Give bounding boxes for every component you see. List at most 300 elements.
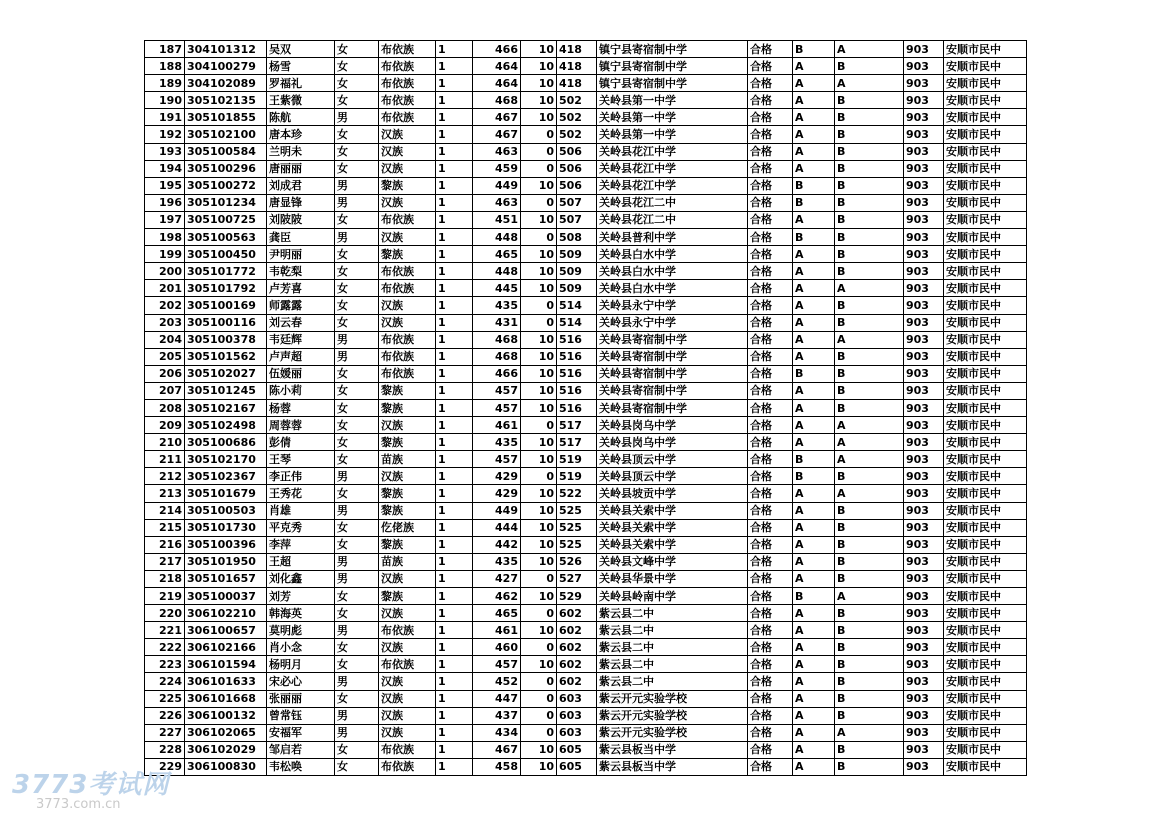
result-cell: 合格 bbox=[748, 58, 793, 75]
grade-1-cell: A bbox=[793, 741, 835, 758]
grade-2-cell: B bbox=[835, 673, 904, 690]
seq-cell: 187 bbox=[145, 41, 185, 58]
table-row bbox=[145, 109, 1027, 126]
bonus-cell: 0 bbox=[521, 297, 557, 314]
target-school-cell: 安顺市民中 bbox=[944, 246, 1027, 263]
grade-1-cell: A bbox=[793, 160, 835, 177]
bonus-cell: 0 bbox=[521, 126, 557, 143]
table-row bbox=[145, 229, 1027, 246]
target-school-cell: 安顺市民中 bbox=[944, 741, 1027, 758]
name-cell: 宋必心 bbox=[267, 673, 335, 690]
ethnicity-cell: 黎族 bbox=[379, 246, 436, 263]
school-code-cell: 509 bbox=[557, 246, 597, 263]
ethnicity-cell: 黎族 bbox=[379, 588, 436, 605]
name-cell: 唐本珍 bbox=[267, 126, 335, 143]
name-cell: 刘云春 bbox=[267, 314, 335, 331]
school-code-cell: 516 bbox=[557, 365, 597, 382]
exam-no-cell: 306100657 bbox=[185, 622, 267, 639]
gender-cell: 男 bbox=[335, 673, 379, 690]
category-cell: 1 bbox=[436, 177, 473, 194]
table-row bbox=[145, 451, 1027, 468]
grade-1-cell: B bbox=[793, 177, 835, 194]
school-name-cell: 关岭县坡贡中学 bbox=[597, 485, 748, 502]
seq-cell: 216 bbox=[145, 536, 185, 553]
name-cell: 罗福礼 bbox=[267, 75, 335, 92]
grade-1-cell: A bbox=[793, 314, 835, 331]
exam-no-cell: 305100116 bbox=[185, 314, 267, 331]
name-cell: 肖雄 bbox=[267, 502, 335, 519]
school-code-cell: 506 bbox=[557, 177, 597, 194]
grade-2-cell: B bbox=[835, 622, 904, 639]
school-name-cell: 关岭县花江二中 bbox=[597, 194, 748, 211]
grade-1-cell: B bbox=[793, 588, 835, 605]
exam-no-cell: 305101562 bbox=[185, 348, 267, 365]
target-code-cell: 903 bbox=[904, 348, 944, 365]
ethnicity-cell: 布依族 bbox=[379, 58, 436, 75]
school-code-cell: 517 bbox=[557, 417, 597, 434]
grade-1-cell: A bbox=[793, 605, 835, 622]
result-cell: 合格 bbox=[748, 690, 793, 707]
grade-1-cell: A bbox=[793, 280, 835, 297]
score-cell: 442 bbox=[473, 536, 521, 553]
target-school-cell: 安顺市民中 bbox=[944, 639, 1027, 656]
category-cell: 1 bbox=[436, 382, 473, 399]
grade-2-cell: A bbox=[835, 588, 904, 605]
ethnicity-cell: 汉族 bbox=[379, 605, 436, 622]
target-code-cell: 903 bbox=[904, 160, 944, 177]
grade-1-cell: A bbox=[793, 348, 835, 365]
target-code-cell: 903 bbox=[904, 41, 944, 58]
gender-cell: 女 bbox=[335, 639, 379, 656]
school-code-cell: 418 bbox=[557, 41, 597, 58]
category-cell: 1 bbox=[436, 143, 473, 160]
target-school-cell: 安顺市民中 bbox=[944, 536, 1027, 553]
target-code-cell: 903 bbox=[904, 468, 944, 485]
name-cell: 韦松唤 bbox=[267, 758, 335, 775]
grade-2-cell: B bbox=[835, 502, 904, 519]
grade-2-cell: B bbox=[835, 126, 904, 143]
category-cell: 1 bbox=[436, 211, 473, 228]
school-code-cell: 506 bbox=[557, 160, 597, 177]
school-name-cell: 关岭县第一中学 bbox=[597, 126, 748, 143]
category-cell: 1 bbox=[436, 451, 473, 468]
gender-cell: 男 bbox=[335, 724, 379, 741]
score-cell: 429 bbox=[473, 468, 521, 485]
school-code-cell: 602 bbox=[557, 656, 597, 673]
school-name-cell: 关岭县岭南中学 bbox=[597, 588, 748, 605]
exam-no-cell: 305101772 bbox=[185, 263, 267, 280]
category-cell: 1 bbox=[436, 434, 473, 451]
target-school-cell: 安顺市民中 bbox=[944, 160, 1027, 177]
grade-1-cell: B bbox=[793, 229, 835, 246]
exam-no-cell: 304100279 bbox=[185, 58, 267, 75]
result-cell: 合格 bbox=[748, 382, 793, 399]
exam-no-cell: 305102027 bbox=[185, 365, 267, 382]
seq-cell: 228 bbox=[145, 741, 185, 758]
exam-no-cell: 304102089 bbox=[185, 75, 267, 92]
target-school-cell: 安顺市民中 bbox=[944, 553, 1027, 570]
grade-1-cell: A bbox=[793, 690, 835, 707]
target-school-cell: 安顺市民中 bbox=[944, 485, 1027, 502]
target-school-cell: 安顺市民中 bbox=[944, 707, 1027, 724]
school-code-cell: 516 bbox=[557, 331, 597, 348]
target-code-cell: 903 bbox=[904, 519, 944, 536]
exam-no-cell: 305101792 bbox=[185, 280, 267, 297]
grade-2-cell: A bbox=[835, 331, 904, 348]
grade-1-cell: A bbox=[793, 707, 835, 724]
target-school-cell: 安顺市民中 bbox=[944, 348, 1027, 365]
score-cell: 465 bbox=[473, 246, 521, 263]
school-code-cell: 516 bbox=[557, 382, 597, 399]
gender-cell: 女 bbox=[335, 485, 379, 502]
school-code-cell: 508 bbox=[557, 229, 597, 246]
score-cell: 463 bbox=[473, 143, 521, 160]
exam-no-cell: 305102498 bbox=[185, 417, 267, 434]
grade-2-cell: B bbox=[835, 536, 904, 553]
ethnicity-cell: 布依族 bbox=[379, 263, 436, 280]
grade-1-cell: A bbox=[793, 519, 835, 536]
grade-2-cell: B bbox=[835, 160, 904, 177]
ethnicity-cell: 黎族 bbox=[379, 536, 436, 553]
exam-no-cell: 306102029 bbox=[185, 741, 267, 758]
school-name-cell: 关岭县白水中学 bbox=[597, 280, 748, 297]
table-row bbox=[145, 468, 1027, 485]
target-code-cell: 903 bbox=[904, 194, 944, 211]
name-cell: 王秀花 bbox=[267, 485, 335, 502]
result-cell: 合格 bbox=[748, 194, 793, 211]
result-cell: 合格 bbox=[748, 280, 793, 297]
seq-cell: 223 bbox=[145, 656, 185, 673]
table-row bbox=[145, 331, 1027, 348]
target-code-cell: 903 bbox=[904, 177, 944, 194]
score-cell: 452 bbox=[473, 673, 521, 690]
gender-cell: 女 bbox=[335, 434, 379, 451]
bonus-cell: 10 bbox=[521, 331, 557, 348]
table-row bbox=[145, 690, 1027, 707]
target-school-cell: 安顺市民中 bbox=[944, 229, 1027, 246]
grade-1-cell: A bbox=[793, 673, 835, 690]
grade-1-cell: B bbox=[793, 194, 835, 211]
grade-1-cell: A bbox=[793, 382, 835, 399]
name-cell: 陈航 bbox=[267, 109, 335, 126]
name-cell: 尹明丽 bbox=[267, 246, 335, 263]
name-cell: 韦廷辉 bbox=[267, 331, 335, 348]
seq-cell: 222 bbox=[145, 639, 185, 656]
category-cell: 1 bbox=[436, 468, 473, 485]
ethnicity-cell: 汉族 bbox=[379, 570, 436, 587]
score-cell: 447 bbox=[473, 690, 521, 707]
gender-cell: 女 bbox=[335, 656, 379, 673]
grade-2-cell: B bbox=[835, 707, 904, 724]
ethnicity-cell: 汉族 bbox=[379, 417, 436, 434]
target-code-cell: 903 bbox=[904, 126, 944, 143]
school-code-cell: 602 bbox=[557, 622, 597, 639]
gender-cell: 女 bbox=[335, 263, 379, 280]
target-code-cell: 903 bbox=[904, 75, 944, 92]
category-cell: 1 bbox=[436, 263, 473, 280]
name-cell: 吴双 bbox=[267, 41, 335, 58]
target-code-cell: 903 bbox=[904, 229, 944, 246]
seq-cell: 202 bbox=[145, 297, 185, 314]
score-cell: 431 bbox=[473, 314, 521, 331]
table-row bbox=[145, 417, 1027, 434]
category-cell: 1 bbox=[436, 92, 473, 109]
bonus-cell: 10 bbox=[521, 588, 557, 605]
bonus-cell: 10 bbox=[521, 485, 557, 502]
target-school-cell: 安顺市民中 bbox=[944, 297, 1027, 314]
target-school-cell: 安顺市民中 bbox=[944, 690, 1027, 707]
school-code-cell: 507 bbox=[557, 194, 597, 211]
result-cell: 合格 bbox=[748, 451, 793, 468]
bonus-cell: 10 bbox=[521, 246, 557, 263]
category-cell: 1 bbox=[436, 229, 473, 246]
target-school-cell: 安顺市民中 bbox=[944, 724, 1027, 741]
table-row bbox=[145, 41, 1027, 58]
exam-no-cell: 305100450 bbox=[185, 246, 267, 263]
name-cell: 安福军 bbox=[267, 724, 335, 741]
ethnicity-cell: 布依族 bbox=[379, 348, 436, 365]
target-code-cell: 903 bbox=[904, 451, 944, 468]
grade-2-cell: B bbox=[835, 143, 904, 160]
school-code-cell: 514 bbox=[557, 314, 597, 331]
school-name-cell: 关岭县永宁中学 bbox=[597, 314, 748, 331]
table-row bbox=[145, 536, 1027, 553]
target-code-cell: 903 bbox=[904, 673, 944, 690]
bonus-cell: 10 bbox=[521, 741, 557, 758]
grade-1-cell: A bbox=[793, 502, 835, 519]
grade-2-cell: B bbox=[835, 92, 904, 109]
table-row bbox=[145, 656, 1027, 673]
school-name-cell: 镇宁县寄宿制中学 bbox=[597, 41, 748, 58]
seq-cell: 225 bbox=[145, 690, 185, 707]
score-cell: 468 bbox=[473, 92, 521, 109]
category-cell: 1 bbox=[436, 75, 473, 92]
school-code-cell: 418 bbox=[557, 58, 597, 75]
school-code-cell: 418 bbox=[557, 75, 597, 92]
gender-cell: 女 bbox=[335, 246, 379, 263]
score-cell: 434 bbox=[473, 724, 521, 741]
grade-1-cell: A bbox=[793, 263, 835, 280]
ethnicity-cell: 布依族 bbox=[379, 41, 436, 58]
school-name-cell: 紫云开元实验学校 bbox=[597, 724, 748, 741]
exam-no-cell: 305102367 bbox=[185, 468, 267, 485]
grade-2-cell: B bbox=[835, 314, 904, 331]
exam-no-cell: 305100686 bbox=[185, 434, 267, 451]
category-cell: 1 bbox=[436, 758, 473, 775]
school-name-cell: 关岭县岗乌中学 bbox=[597, 434, 748, 451]
school-name-cell: 关岭县寄宿制中学 bbox=[597, 365, 748, 382]
grade-2-cell: B bbox=[835, 58, 904, 75]
table-row bbox=[145, 177, 1027, 194]
grade-2-cell: A bbox=[835, 280, 904, 297]
result-cell: 合格 bbox=[748, 143, 793, 160]
table-row bbox=[145, 639, 1027, 656]
school-code-cell: 526 bbox=[557, 553, 597, 570]
table-row bbox=[145, 724, 1027, 741]
score-cell: 457 bbox=[473, 451, 521, 468]
gender-cell: 男 bbox=[335, 570, 379, 587]
score-cell: 449 bbox=[473, 502, 521, 519]
ethnicity-cell: 汉族 bbox=[379, 143, 436, 160]
target-school-cell: 安顺市民中 bbox=[944, 177, 1027, 194]
target-code-cell: 903 bbox=[904, 417, 944, 434]
target-code-cell: 903 bbox=[904, 741, 944, 758]
name-cell: 卢芳喜 bbox=[267, 280, 335, 297]
target-code-cell: 903 bbox=[904, 724, 944, 741]
result-cell: 合格 bbox=[748, 41, 793, 58]
grade-2-cell: B bbox=[835, 229, 904, 246]
school-name-cell: 关岭县花江二中 bbox=[597, 211, 748, 228]
target-school-cell: 安顺市民中 bbox=[944, 211, 1027, 228]
school-code-cell: 525 bbox=[557, 536, 597, 553]
category-cell: 1 bbox=[436, 297, 473, 314]
result-cell: 合格 bbox=[748, 656, 793, 673]
bonus-cell: 0 bbox=[521, 194, 557, 211]
school-code-cell: 507 bbox=[557, 211, 597, 228]
school-name-cell: 关岭县岗乌中学 bbox=[597, 417, 748, 434]
seq-cell: 210 bbox=[145, 434, 185, 451]
exam-no-cell: 306101668 bbox=[185, 690, 267, 707]
ethnicity-cell: 汉族 bbox=[379, 673, 436, 690]
school-name-cell: 关岭县白水中学 bbox=[597, 263, 748, 280]
target-school-cell: 安顺市民中 bbox=[944, 109, 1027, 126]
target-school-cell: 安顺市民中 bbox=[944, 656, 1027, 673]
school-name-cell: 关岭县关索中学 bbox=[597, 536, 748, 553]
school-name-cell: 紫云县二中 bbox=[597, 656, 748, 673]
gender-cell: 女 bbox=[335, 160, 379, 177]
table-row bbox=[145, 314, 1027, 331]
exam-no-cell: 305101950 bbox=[185, 553, 267, 570]
table-row bbox=[145, 588, 1027, 605]
bonus-cell: 0 bbox=[521, 143, 557, 160]
seq-cell: 212 bbox=[145, 468, 185, 485]
table-row bbox=[145, 741, 1027, 758]
score-cell: 467 bbox=[473, 126, 521, 143]
target-school-cell: 安顺市民中 bbox=[944, 399, 1027, 416]
grade-2-cell: A bbox=[835, 434, 904, 451]
school-name-cell: 关岭县关索中学 bbox=[597, 502, 748, 519]
exam-no-cell: 305101855 bbox=[185, 109, 267, 126]
grade-2-cell: B bbox=[835, 382, 904, 399]
gender-cell: 女 bbox=[335, 741, 379, 758]
target-school-cell: 安顺市民中 bbox=[944, 280, 1027, 297]
result-cell: 合格 bbox=[748, 109, 793, 126]
target-code-cell: 903 bbox=[904, 58, 944, 75]
target-code-cell: 903 bbox=[904, 758, 944, 775]
category-cell: 1 bbox=[436, 417, 473, 434]
result-cell: 合格 bbox=[748, 126, 793, 143]
seq-cell: 226 bbox=[145, 707, 185, 724]
result-cell: 合格 bbox=[748, 588, 793, 605]
gender-cell: 女 bbox=[335, 519, 379, 536]
grade-2-cell: B bbox=[835, 263, 904, 280]
name-cell: 陈小莉 bbox=[267, 382, 335, 399]
score-cell: 468 bbox=[473, 331, 521, 348]
category-cell: 1 bbox=[436, 707, 473, 724]
score-cell: 462 bbox=[473, 588, 521, 605]
school-code-cell: 509 bbox=[557, 280, 597, 297]
bonus-cell: 10 bbox=[521, 656, 557, 673]
school-code-cell: 522 bbox=[557, 485, 597, 502]
name-cell: 师露露 bbox=[267, 297, 335, 314]
grade-2-cell: B bbox=[835, 211, 904, 228]
target-code-cell: 903 bbox=[904, 639, 944, 656]
seq-cell: 198 bbox=[145, 229, 185, 246]
table-row bbox=[145, 211, 1027, 228]
ethnicity-cell: 布依族 bbox=[379, 741, 436, 758]
grade-1-cell: A bbox=[793, 656, 835, 673]
target-code-cell: 903 bbox=[904, 143, 944, 160]
result-cell: 合格 bbox=[748, 246, 793, 263]
grade-2-cell: B bbox=[835, 365, 904, 382]
grade-2-cell: B bbox=[835, 605, 904, 622]
name-cell: 兰明未 bbox=[267, 143, 335, 160]
exam-no-cell: 304101312 bbox=[185, 41, 267, 58]
result-cell: 合格 bbox=[748, 502, 793, 519]
ethnicity-cell: 汉族 bbox=[379, 724, 436, 741]
ethnicity-cell: 汉族 bbox=[379, 126, 436, 143]
seq-cell: 218 bbox=[145, 570, 185, 587]
ethnicity-cell: 布依族 bbox=[379, 211, 436, 228]
grade-2-cell: B bbox=[835, 399, 904, 416]
name-cell: 彭倩 bbox=[267, 434, 335, 451]
score-cell: 435 bbox=[473, 553, 521, 570]
score-cell: 449 bbox=[473, 177, 521, 194]
category-cell: 1 bbox=[436, 536, 473, 553]
gender-cell: 男 bbox=[335, 109, 379, 126]
category-cell: 1 bbox=[436, 126, 473, 143]
target-code-cell: 903 bbox=[904, 246, 944, 263]
grade-2-cell: B bbox=[835, 468, 904, 485]
seq-cell: 194 bbox=[145, 160, 185, 177]
school-code-cell: 514 bbox=[557, 297, 597, 314]
school-code-cell: 602 bbox=[557, 673, 597, 690]
school-code-cell: 603 bbox=[557, 707, 597, 724]
category-cell: 1 bbox=[436, 314, 473, 331]
gender-cell: 女 bbox=[335, 280, 379, 297]
ethnicity-cell: 布依族 bbox=[379, 75, 436, 92]
exam-no-cell: 306102065 bbox=[185, 724, 267, 741]
grade-1-cell: B bbox=[793, 468, 835, 485]
gender-cell: 女 bbox=[335, 451, 379, 468]
category-cell: 1 bbox=[436, 588, 473, 605]
target-code-cell: 903 bbox=[904, 92, 944, 109]
grade-2-cell: A bbox=[835, 724, 904, 741]
score-cell: 466 bbox=[473, 365, 521, 382]
gender-cell: 女 bbox=[335, 690, 379, 707]
target-code-cell: 903 bbox=[904, 314, 944, 331]
grade-1-cell: A bbox=[793, 297, 835, 314]
exam-no-cell: 305101679 bbox=[185, 485, 267, 502]
score-cell: 448 bbox=[473, 229, 521, 246]
target-code-cell: 903 bbox=[904, 365, 944, 382]
seq-cell: 215 bbox=[145, 519, 185, 536]
name-cell: 唐丽丽 bbox=[267, 160, 335, 177]
grade-1-cell: A bbox=[793, 92, 835, 109]
gender-cell: 女 bbox=[335, 417, 379, 434]
score-cell: 437 bbox=[473, 707, 521, 724]
ethnicity-cell: 黎族 bbox=[379, 382, 436, 399]
target-school-cell: 安顺市民中 bbox=[944, 143, 1027, 160]
seq-cell: 208 bbox=[145, 399, 185, 416]
bonus-cell: 0 bbox=[521, 690, 557, 707]
score-cell: 457 bbox=[473, 382, 521, 399]
target-code-cell: 903 bbox=[904, 331, 944, 348]
gender-cell: 女 bbox=[335, 605, 379, 622]
target-school-cell: 安顺市民中 bbox=[944, 75, 1027, 92]
school-name-cell: 紫云开元实验学校 bbox=[597, 690, 748, 707]
exam-no-cell: 306102210 bbox=[185, 605, 267, 622]
